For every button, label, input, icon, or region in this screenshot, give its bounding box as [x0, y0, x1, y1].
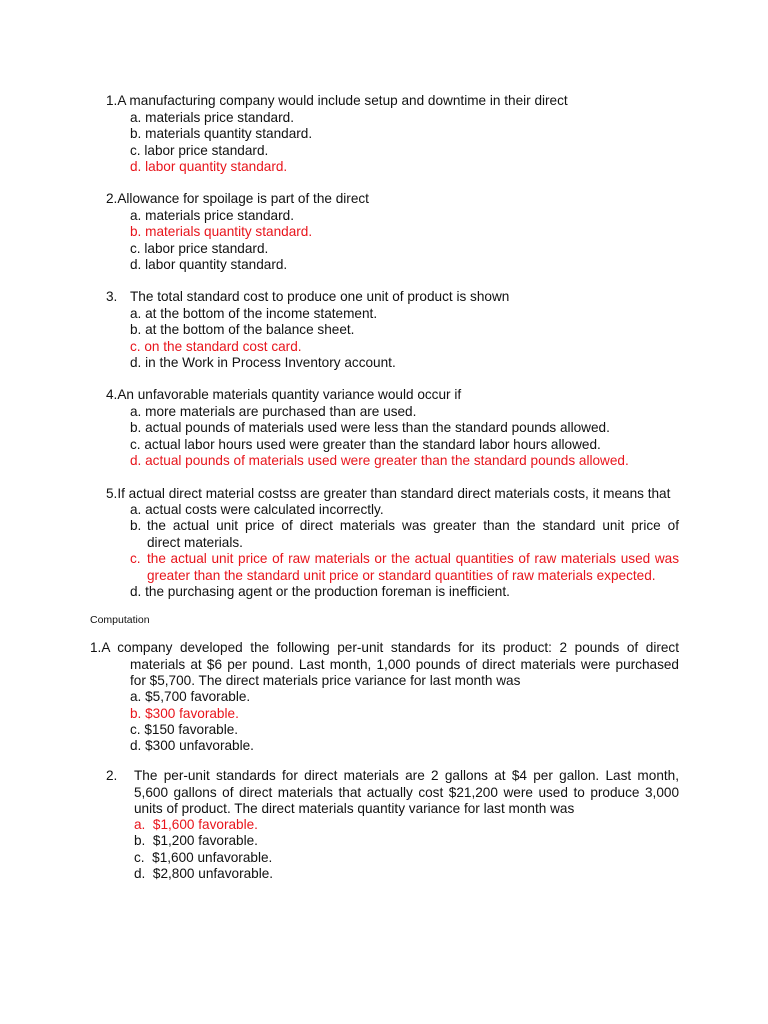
question-stem: 4.An unfavorable materials quantity variance would occur if [106, 387, 462, 402]
option-b: b. actual pounds of materials used were less than the standard pounds allowed. [130, 420, 610, 435]
question-stem-line2: materials at $6 per pound. Last month, 1,000 pounds of direct materials were purchased [130, 657, 679, 672]
option-c: c. $150 favorable. [130, 722, 239, 737]
option-a: a. materials price standard. [130, 110, 294, 125]
option-c-line1-answer: the actual unit price of raw materials or the actual quantities of raw materials used was [147, 551, 679, 566]
option-d: d. the purchasing agent or the production foreman is inefficient. [130, 584, 510, 599]
question-stem: 1.A manufacturing company would include setup and downtime in their direct [106, 93, 568, 108]
option-a: a. materials price standard. [130, 208, 294, 223]
option-b-letter: b. [130, 518, 142, 533]
option-a: a. $5,700 favorable. [130, 689, 251, 704]
option-d: d. labor quantity standard. [130, 257, 288, 272]
question-stem-line1: 1.A company developed the following per-unit standards for its product: 2 pounds of direct [90, 640, 679, 655]
question-stem: The total standard cost to produce one unit of product is shown [130, 289, 510, 304]
option-a: a. more materials are purchased than are used. [130, 404, 417, 419]
question-stem: 2.Allowance for spoilage is part of the direct [106, 191, 369, 206]
option-c: c. actual labor hours used were greater than the standard labor hours allowed. [130, 437, 601, 452]
option-d: d. $2,800 unfavorable. [134, 866, 274, 881]
option-b-answer: b. $300 favorable. [130, 706, 239, 721]
option-d: d. in the Work in Process Inventory account. [130, 355, 396, 370]
option-d-answer: d. actual pounds of materials used were greater than the standard pounds allowed. [130, 453, 629, 468]
option-c-answer: c. on the standard cost card. [130, 339, 302, 354]
question-stem-line1: The per-unit standards for direct materials are 2 gallons at $4 per gallon. Last month, [134, 768, 679, 783]
option-a-answer: a. $1,600 favorable. [134, 817, 258, 832]
option-a: a. actual costs were calculated incorrectly. [130, 502, 384, 517]
question-stem-line2: 5,600 gallons of direct materials that actually cost $21,200 were used to produce 3,000 [134, 785, 679, 800]
option-c-line2-answer: greater than the standard unit price or standard quantities of raw materials expected. [147, 568, 656, 583]
option-c-letter: c. [130, 551, 141, 566]
option-b-answer: b. materials quantity standard. [130, 224, 313, 239]
option-b: b. at the bottom of the balance sheet. [130, 322, 355, 337]
option-d-answer: d. labor quantity standard. [130, 159, 288, 174]
option-c: c. $1,600 unfavorable. [134, 850, 273, 865]
option-c: c. labor price standard. [130, 241, 269, 256]
option-b-line2: direct materials. [147, 535, 243, 550]
option-b: b. $1,200 favorable. [134, 833, 258, 848]
option-b: b. materials quantity standard. [130, 126, 313, 141]
option-a: a. at the bottom of the income statement. [130, 306, 378, 321]
question-stem: 5.If actual direct material costss are greater than standard direct materials costs, it means that [106, 486, 671, 501]
option-b-line1: the actual unit price of direct materials was greater than the standard unit price of [147, 518, 679, 533]
option-c: c. labor price standard. [130, 143, 269, 158]
question-stem-line3: for $5,700. The direct materials price variance for last month was [130, 673, 521, 688]
question-stem-line3: units of product. The direct materials quantity variance for last month was [134, 801, 575, 816]
option-d: d. $300 unfavorable. [130, 738, 254, 753]
section-heading: Computation [90, 614, 150, 626]
question-number: 3. [106, 289, 118, 304]
question-number: 2. [106, 768, 118, 783]
